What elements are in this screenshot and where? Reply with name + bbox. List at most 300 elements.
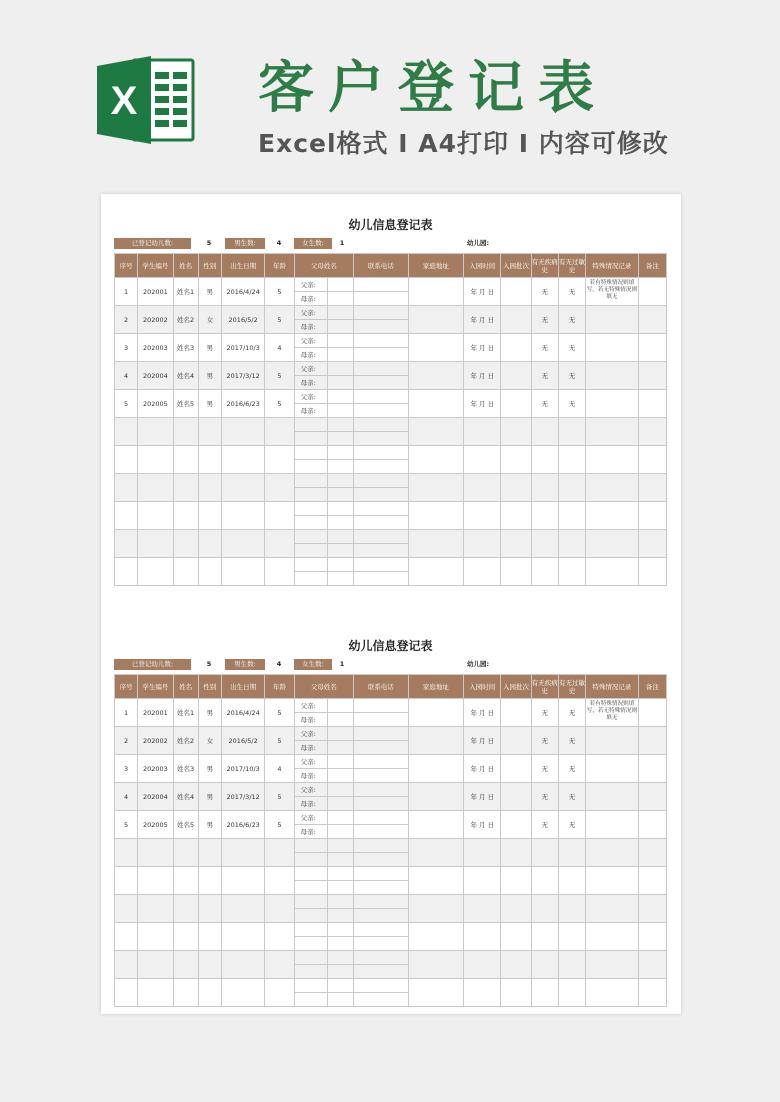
father-label: 父亲:	[294, 699, 327, 713]
cell-special	[586, 755, 638, 783]
cell-no	[115, 530, 138, 558]
cell-allergy: 无	[558, 390, 585, 418]
cell-age: 5	[265, 811, 294, 839]
cell-birth: 2017/10/3	[221, 334, 264, 362]
mother-phone	[354, 460, 408, 474]
column-header: 性别	[198, 675, 221, 699]
mother-label	[294, 965, 327, 979]
father-phone	[354, 811, 408, 825]
summary-boys-label: 男生数:	[225, 238, 265, 249]
cell-id: 202005	[138, 390, 173, 418]
cell-gender: 男	[198, 811, 221, 839]
cell-name	[173, 502, 198, 530]
page-header	[0, 0, 780, 190]
cell-name	[173, 839, 198, 867]
mother-phone	[354, 376, 408, 390]
cell-entry	[464, 446, 501, 474]
table-row	[115, 306, 667, 320]
cell-id	[138, 446, 173, 474]
cell-address	[408, 446, 464, 474]
father-name	[327, 923, 353, 937]
cell-age	[265, 502, 294, 530]
cell-name: 姓名1	[173, 699, 198, 727]
table-row	[115, 895, 667, 909]
cell-allergy	[558, 923, 585, 951]
cell-gender	[198, 558, 221, 586]
father-name	[327, 727, 353, 741]
mother-label	[294, 432, 327, 446]
cell-special	[586, 811, 638, 839]
cell-address	[408, 474, 464, 502]
cell-disease	[531, 474, 558, 502]
cell-disease	[531, 895, 558, 923]
column-header: 有无过敏史	[558, 254, 585, 278]
table-row	[115, 839, 667, 853]
cell-id: 202003	[138, 755, 173, 783]
cell-age	[265, 474, 294, 502]
cell-remark	[638, 334, 666, 362]
cell-special	[586, 895, 638, 923]
mother-phone	[354, 320, 408, 334]
column-header: 入园批次	[501, 254, 531, 278]
table-row	[115, 558, 667, 572]
father-phone	[354, 502, 408, 516]
father-label: 父亲:	[294, 811, 327, 825]
cell-gender	[198, 446, 221, 474]
mother-phone	[354, 713, 408, 727]
cell-name: 姓名4	[173, 783, 198, 811]
sheet-title: 幼儿信息登记表	[348, 639, 433, 653]
column-header: 序号	[115, 675, 138, 699]
cell-birth: 2016/4/24	[221, 699, 264, 727]
summary-registered-label: 已登记幼儿数:	[114, 659, 191, 670]
column-header: 联系电话	[354, 675, 408, 699]
father-name	[327, 867, 353, 881]
cell-entry	[464, 418, 501, 446]
father-phone	[354, 334, 408, 348]
summary-girls-label: 女生数:	[294, 238, 332, 249]
father-phone	[354, 839, 408, 853]
cell-id: 202001	[138, 278, 173, 306]
summary-girls-value: 1	[339, 660, 345, 668]
cell-address	[408, 951, 464, 979]
cell-batch	[501, 811, 531, 839]
cell-batch	[501, 418, 531, 446]
cell-remark	[638, 923, 666, 951]
mother-name	[327, 516, 353, 530]
cell-birth: 2016/5/2	[221, 727, 264, 755]
cell-batch	[501, 699, 531, 727]
cell-birth	[221, 979, 264, 1007]
cell-birth	[221, 839, 264, 867]
mother-name	[327, 488, 353, 502]
mother-label: 母亲:	[294, 769, 327, 783]
cell-gender	[198, 530, 221, 558]
cell-name	[173, 923, 198, 951]
cell-name: 姓名3	[173, 755, 198, 783]
cell-age: 5	[265, 783, 294, 811]
cell-no: 4	[115, 783, 138, 811]
summary-girls-value: 1	[339, 239, 345, 247]
cell-disease: 无	[531, 699, 558, 727]
mother-phone	[354, 965, 408, 979]
cell-name	[173, 418, 198, 446]
cell-batch	[501, 362, 531, 390]
father-phone	[354, 474, 408, 488]
cell-address	[408, 306, 464, 334]
cell-age: 5	[265, 727, 294, 755]
registration-table	[114, 674, 667, 1007]
column-header: 出生日期	[221, 675, 264, 699]
cell-no	[115, 867, 138, 895]
mother-name	[327, 376, 353, 390]
column-header: 备注	[638, 254, 666, 278]
father-label	[294, 474, 327, 488]
cell-special	[586, 334, 638, 362]
father-label: 父亲:	[294, 278, 327, 292]
cell-gender	[198, 951, 221, 979]
column-header: 有无疾病史	[531, 675, 558, 699]
cell-batch	[501, 474, 531, 502]
cell-special	[586, 923, 638, 951]
cell-entry	[464, 923, 501, 951]
cell-batch	[501, 867, 531, 895]
father-name	[327, 558, 353, 572]
cell-name: 姓名5	[173, 811, 198, 839]
father-label	[294, 446, 327, 460]
cell-no: 2	[115, 727, 138, 755]
summary-boys-value: 4	[276, 660, 282, 668]
cell-entry	[464, 895, 501, 923]
cell-name	[173, 530, 198, 558]
cell-id	[138, 558, 173, 586]
column-header: 家庭地址	[408, 675, 464, 699]
cell-name	[173, 895, 198, 923]
father-name	[327, 334, 353, 348]
father-label	[294, 558, 327, 572]
cell-no	[115, 839, 138, 867]
cell-id: 202003	[138, 334, 173, 362]
cell-id	[138, 418, 173, 446]
cell-gender	[198, 923, 221, 951]
cell-allergy	[558, 502, 585, 530]
mother-label	[294, 881, 327, 895]
mother-phone	[354, 572, 408, 586]
cell-name: 姓名3	[173, 334, 198, 362]
mother-phone	[354, 404, 408, 418]
cell-no	[115, 474, 138, 502]
mother-label	[294, 488, 327, 502]
cell-disease	[531, 979, 558, 1007]
mother-phone	[354, 741, 408, 755]
cell-birth: 2017/10/3	[221, 755, 264, 783]
cell-allergy	[558, 895, 585, 923]
cell-batch	[501, 979, 531, 1007]
table-row	[115, 334, 667, 348]
cell-entry	[464, 558, 501, 586]
father-phone	[354, 867, 408, 881]
father-label	[294, 895, 327, 909]
page-title: 客户登记表	[258, 56, 608, 121]
cell-allergy	[558, 558, 585, 586]
cell-no: 3	[115, 755, 138, 783]
cell-entry	[464, 474, 501, 502]
cell-special	[586, 867, 638, 895]
cell-batch	[501, 839, 531, 867]
cell-gender: 男	[198, 362, 221, 390]
father-name	[327, 895, 353, 909]
cell-allergy: 无	[558, 783, 585, 811]
father-name	[327, 446, 353, 460]
column-header: 出生日期	[221, 254, 264, 278]
cell-name	[173, 979, 198, 1007]
cell-birth: 2017/3/12	[221, 362, 264, 390]
summary-registered-value: 5	[206, 239, 212, 247]
cell-age	[265, 951, 294, 979]
cell-batch	[501, 502, 531, 530]
cell-address	[408, 278, 464, 306]
cell-age: 5	[265, 306, 294, 334]
cell-birth	[221, 418, 264, 446]
father-label: 父亲:	[294, 362, 327, 376]
father-name	[327, 755, 353, 769]
cell-disease	[531, 418, 558, 446]
table-row	[115, 699, 667, 713]
table-row	[115, 362, 667, 376]
cell-allergy	[558, 839, 585, 867]
cell-disease	[531, 951, 558, 979]
cell-age: 4	[265, 755, 294, 783]
mother-label	[294, 909, 327, 923]
cell-birth	[221, 502, 264, 530]
cell-age	[265, 979, 294, 1007]
cell-name: 姓名5	[173, 390, 198, 418]
father-name	[327, 502, 353, 516]
cell-entry: 年 月 日	[464, 811, 501, 839]
cell-birth	[221, 446, 264, 474]
cell-special	[586, 979, 638, 1007]
mother-name	[327, 713, 353, 727]
cell-birth	[221, 474, 264, 502]
mother-label: 母亲:	[294, 320, 327, 334]
cell-remark	[638, 783, 666, 811]
excel-icon	[95, 54, 197, 146]
column-header: 学生编号	[138, 254, 173, 278]
cell-disease: 无	[531, 334, 558, 362]
cell-no: 5	[115, 811, 138, 839]
cell-special	[586, 362, 638, 390]
father-label	[294, 951, 327, 965]
cell-age	[265, 923, 294, 951]
mother-label: 母亲:	[294, 713, 327, 727]
cell-name: 姓名4	[173, 362, 198, 390]
cell-age	[265, 418, 294, 446]
cell-disease	[531, 867, 558, 895]
cell-no: 1	[115, 278, 138, 306]
cell-remark	[638, 418, 666, 446]
cell-birth: 2016/5/2	[221, 306, 264, 334]
father-phone	[354, 278, 408, 292]
cell-disease: 无	[531, 755, 558, 783]
cell-name: 姓名2	[173, 306, 198, 334]
mother-label: 母亲:	[294, 825, 327, 839]
mother-phone	[354, 853, 408, 867]
cell-batch	[501, 727, 531, 755]
cell-special	[586, 558, 638, 586]
cell-special	[586, 306, 638, 334]
cell-gender	[198, 867, 221, 895]
cell-remark	[638, 474, 666, 502]
cell-no: 4	[115, 362, 138, 390]
mother-name	[327, 937, 353, 951]
cell-entry: 年 月 日	[464, 390, 501, 418]
cell-gender	[198, 839, 221, 867]
cell-no: 3	[115, 334, 138, 362]
mother-label: 母亲:	[294, 292, 327, 306]
father-name	[327, 811, 353, 825]
cell-gender: 男	[198, 390, 221, 418]
cell-gender: 男	[198, 783, 221, 811]
column-header: 备注	[638, 675, 666, 699]
table-row	[115, 951, 667, 965]
cell-allergy	[558, 979, 585, 1007]
cell-remark	[638, 951, 666, 979]
cell-disease: 无	[531, 390, 558, 418]
cell-allergy: 无	[558, 334, 585, 362]
mother-label: 母亲:	[294, 797, 327, 811]
cell-id: 202001	[138, 699, 173, 727]
cell-allergy: 无	[558, 811, 585, 839]
cell-gender: 男	[198, 699, 221, 727]
table-row	[115, 446, 667, 460]
table-row	[115, 811, 667, 825]
cell-no	[115, 923, 138, 951]
mother-phone	[354, 797, 408, 811]
cell-age: 5	[265, 278, 294, 306]
cell-disease	[531, 446, 558, 474]
mother-label	[294, 853, 327, 867]
cell-remark	[638, 530, 666, 558]
cell-gender	[198, 474, 221, 502]
cell-allergy	[558, 474, 585, 502]
column-header: 父母姓名	[294, 675, 354, 699]
mother-name	[327, 965, 353, 979]
cell-id: 202002	[138, 727, 173, 755]
cell-disease	[531, 502, 558, 530]
cell-id	[138, 839, 173, 867]
mother-label	[294, 572, 327, 586]
father-name	[327, 699, 353, 713]
cell-gender	[198, 895, 221, 923]
cell-allergy	[558, 530, 585, 558]
cell-disease: 无	[531, 783, 558, 811]
sheet-title: 幼儿信息登记表	[348, 218, 433, 232]
table-row	[115, 474, 667, 488]
cell-id	[138, 951, 173, 979]
mother-phone	[354, 432, 408, 446]
cell-gender	[198, 979, 221, 1007]
column-header: 入园批次	[501, 675, 531, 699]
column-header: 姓名	[173, 675, 198, 699]
column-header: 联系电话	[354, 254, 408, 278]
cell-disease	[531, 839, 558, 867]
cell-id	[138, 530, 173, 558]
column-header: 年龄	[265, 675, 294, 699]
cell-special	[586, 418, 638, 446]
mother-label: 母亲:	[294, 348, 327, 362]
mother-phone	[354, 516, 408, 530]
cell-disease: 无	[531, 278, 558, 306]
column-header: 有无疾病史	[531, 254, 558, 278]
cell-entry	[464, 979, 501, 1007]
cell-entry: 年 月 日	[464, 362, 501, 390]
mother-name	[327, 741, 353, 755]
cell-batch	[501, 951, 531, 979]
cell-address	[408, 839, 464, 867]
father-name	[327, 418, 353, 432]
cell-remark	[638, 811, 666, 839]
cell-gender: 女	[198, 306, 221, 334]
cell-batch	[501, 446, 531, 474]
mother-phone	[354, 993, 408, 1007]
table-row	[115, 783, 667, 797]
cell-address	[408, 699, 464, 727]
cell-birth	[221, 558, 264, 586]
cell-age: 5	[265, 390, 294, 418]
cell-id	[138, 502, 173, 530]
cell-remark	[638, 727, 666, 755]
mother-label	[294, 460, 327, 474]
cell-id: 202004	[138, 362, 173, 390]
mother-label	[294, 544, 327, 558]
father-label	[294, 502, 327, 516]
cell-name: 姓名2	[173, 727, 198, 755]
cell-allergy: 无	[558, 755, 585, 783]
summary-girls-label: 女生数:	[294, 659, 332, 670]
cell-allergy	[558, 446, 585, 474]
cell-address	[408, 558, 464, 586]
mother-name	[327, 544, 353, 558]
summary-kindergarten-label: 幼儿园:	[466, 239, 490, 247]
table-row	[115, 755, 667, 769]
summary-boys-value: 4	[276, 239, 282, 247]
cell-gender: 男	[198, 755, 221, 783]
cell-disease	[531, 530, 558, 558]
cell-gender	[198, 418, 221, 446]
father-phone	[354, 446, 408, 460]
cell-name	[173, 446, 198, 474]
cell-special	[586, 839, 638, 867]
excel-logo-letter: X	[110, 79, 138, 123]
cell-age	[265, 867, 294, 895]
cell-batch	[501, 390, 531, 418]
father-phone	[354, 362, 408, 376]
cell-special	[586, 951, 638, 979]
cell-name	[173, 474, 198, 502]
mother-phone	[354, 909, 408, 923]
father-name	[327, 530, 353, 544]
cell-age	[265, 839, 294, 867]
cell-entry	[464, 839, 501, 867]
cell-name: 姓名1	[173, 278, 198, 306]
cell-entry: 年 月 日	[464, 334, 501, 362]
cell-age	[265, 895, 294, 923]
document-page	[101, 194, 681, 1014]
mother-phone	[354, 488, 408, 502]
cell-address	[408, 418, 464, 446]
summary-registered-value: 5	[206, 660, 212, 668]
cell-no	[115, 979, 138, 1007]
